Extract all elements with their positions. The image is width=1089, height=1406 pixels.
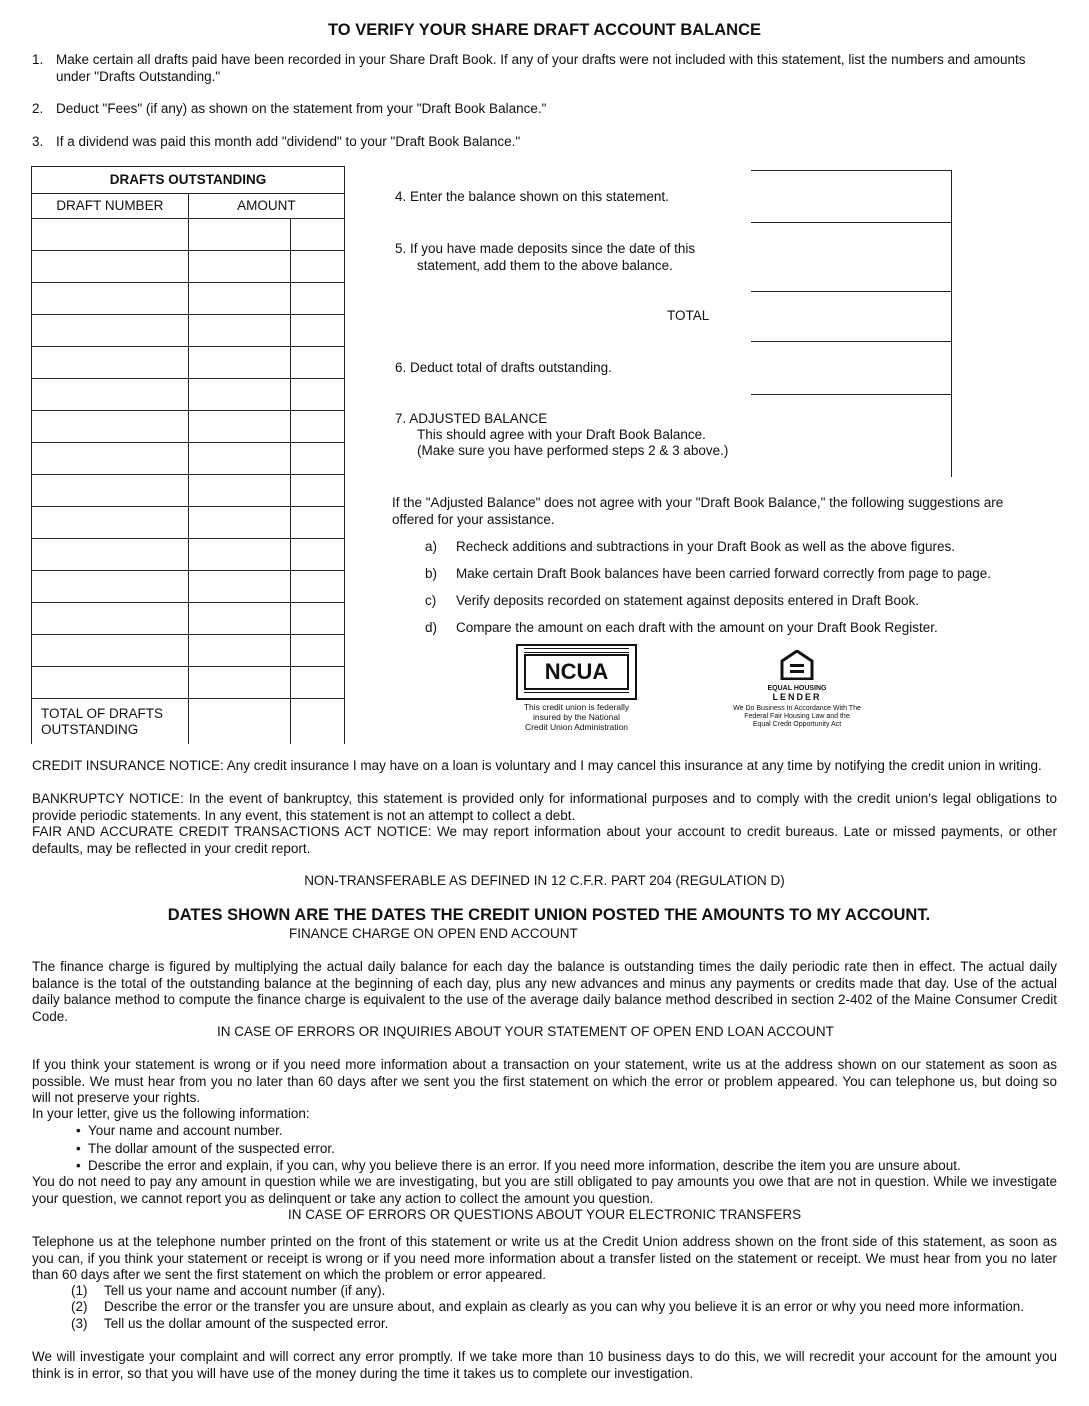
closing-text: We will investigate your complaint and will correct any error promptly. If we take more than 10 business days to do this, we will recredit your account for the amount you think is in error, so that you will have use of the money during the time it takes us to complete our investigation. (32, 1349, 1057, 1381)
step-number: 1. (32, 52, 44, 67)
equal-housing-lender-logo (724, 650, 870, 729)
table-row[interactable] (32, 347, 345, 379)
bankruptcy-notice: BANKRUPTCY NOTICE: In the event of bankruptcy, this statement is provided only for informational purposes and to comply with the credit union's legal obligations to provide periodic statements. In any event, this statement is not an attempt to collect a debt. (32, 791, 1057, 823)
table-row[interactable] (32, 219, 345, 251)
finance-heading: FINANCE CHARGE ON OPEN END ACCOUNT (289, 926, 578, 941)
ncua-logo (516, 644, 637, 732)
electronic-heading: IN CASE OF ERRORS OR QUESTIONS ABOUT YOUR ELECTRONIC TRANSFERS (288, 1207, 802, 1222)
total-label: TOTAL (667, 308, 710, 323)
finance-text: The finance charge is figured by multiplying the actual daily balance for each day the balance is outstanding times the daily periodic rate then in effect. The actual daily balance is the total of the outstanding balance at the beginning of each day, plus any new advances and minus any payments or credits made that day. Use of the actual daily balance method to compute the finance charge is equivalent to the use of the average daily balance method described in section 2-402 of the Maine Consumer Credit Code. (32, 959, 1057, 1024)
letter-bullet: • Describe the error and explain, if you can, why you believe there is an error. If you need more information, describe the item you are unsure about. (76, 1158, 961, 1173)
suggestion-a (425, 539, 955, 556)
table-row[interactable] (32, 315, 345, 347)
balance-box[interactable] (751, 170, 952, 223)
table-row[interactable] (32, 283, 345, 315)
equal-housing-icon (780, 650, 814, 680)
fair-credit-notice: FAIR AND ACCURATE CREDIT TRANSACTIONS ACT NOTICE: We may report information about your account to credit bureaus. Late or missed payments, or other defaults, may be reflected in your credit report. (32, 824, 1057, 856)
electronic-item: (2) Describe the error or the transfer you are unsure about, and explain as clearly as you can why you believe it is an error or why you need more information. (71, 1299, 1024, 1314)
letter-bullet: • Your name and account number. (76, 1123, 283, 1138)
suggestion-text: Verify deposits recorded on statement against deposits entered in Draft Book. (456, 593, 920, 608)
suggestion-b (425, 566, 991, 583)
electronic-item: (1) Tell us your name and account number (if any). (71, 1283, 386, 1298)
non-transferable-notice: NON-TRANSFERABLE AS DEFINED IN 12 C.F.R. PART 204 (REGULATION D) (304, 873, 785, 888)
ncua-wordmark: NCUA (524, 654, 629, 690)
no-pay-text: You do not need to pay any amount in question while we are investigating, but you are still obligated to pay amounts you owe that are not in question. While we investigate your question, we cannot report you as delinquent or take any action to collect the amount you question. (32, 1174, 1057, 1206)
deposits-box[interactable] (751, 222, 952, 292)
suggestion-c (425, 593, 919, 610)
suggestions-intro: If the "Adjusted Balance" does not agree with your "Draft Book Balance," the following suggestions are offered for your assistance. (392, 495, 1004, 527)
step-3 (32, 134, 1052, 151)
letter-intro: In your letter, give us the following information: (32, 1106, 310, 1121)
drafts-outstanding-table (31, 166, 345, 744)
page-title: TO VERIFY YOUR SHARE DRAFT ACCOUNT BALANCE (328, 21, 761, 39)
total-row[interactable] (32, 699, 345, 745)
step-7-line3: (Make sure you have performed steps 2 & 3 above.) (417, 443, 729, 458)
adjusted-balance-box[interactable] (751, 394, 952, 477)
total-drafts-label: TOTAL OF DRAFTS OUTSTANDING (32, 699, 189, 745)
errors-text: If you think your statement is wrong or if you need more information about a transaction on your statement, write us at the address shown on our statement as soon as possible. We must hear from you no later than 60 days after we sent you the first statement on which the error or problem appeared. You can telephone us, but doing so will not preserve your rights. (32, 1057, 1057, 1105)
eho-caption-2: LENDER (772, 691, 822, 702)
electronic-item: (3) Tell us the dollar amount of the suspected error. (71, 1316, 389, 1331)
drafts-deduct-box[interactable] (751, 341, 952, 395)
suggestion-text: Recheck additions and subtractions in your Draft Book as well as the above figures. (456, 539, 956, 554)
bullet-icon: • (76, 1123, 81, 1138)
suggestion-letter: d) (425, 620, 438, 635)
table-row[interactable] (32, 475, 345, 507)
suggestion-letter: c) (425, 593, 437, 608)
step-5: 5. If you have made deposits since the date of this (395, 241, 696, 256)
ncua-badge (516, 644, 637, 700)
bullet-icon: • (76, 1141, 81, 1156)
step-6: 6. Deduct total of drafts outstanding. (395, 360, 612, 375)
bullet-icon: • (76, 1158, 81, 1173)
step-number: 3. (32, 134, 44, 149)
step-5-cont: statement, add them to the above balance. (417, 258, 673, 273)
step-number: 2. (32, 101, 44, 116)
table-row[interactable] (32, 603, 345, 635)
letter-bullet: • The dollar amount of the suspected error. (76, 1141, 335, 1156)
suggestion-d (425, 620, 938, 637)
step-text: Deduct "Fees" (if any) as shown on the statement from your "Draft Book Balance." (56, 101, 547, 116)
suggestion-letter: a) (425, 539, 438, 554)
draft-number-header: DRAFT NUMBER (32, 194, 189, 219)
total-box[interactable] (751, 291, 952, 342)
step-7: 7. ADJUSTED BALANCE (395, 411, 548, 426)
suggestion-text: Make certain Draft Book balances have been carried forward correctly from page to page. (456, 566, 992, 581)
ncua-caption: This credit union is federally insured by the National Credit Union Administration (523, 702, 630, 732)
eho-caption-small: We Do Business In Accordance With The Federal Fair Housing Law and the Equal Credit Opportunity Act (733, 704, 861, 728)
table-row[interactable] (32, 507, 345, 539)
draft-rows (32, 219, 345, 699)
step-2 (32, 101, 1052, 118)
dates-heading: DATES SHOWN ARE THE DATES THE CREDIT UNION POSTED THE AMOUNTS TO MY ACCOUNT. (167, 906, 931, 924)
table-row[interactable] (32, 251, 345, 283)
electronic-text: Telephone us at the telephone number printed on the front of this statement or write us at the Credit Union address shown on the front side of this statement, as soon as you can, if you think your statement or receipt is wrong or if you need more information about a transfer listed on the statement or receipt. We must hear from you no later than 60 days after we sent the first statement on which the problem or error appeared. (32, 1234, 1057, 1282)
step-4: 4. Enter the balance shown on this statement. (395, 189, 669, 204)
table-row[interactable] (32, 379, 345, 411)
table-header: DRAFTS OUTSTANDING (32, 167, 345, 194)
table-row[interactable] (32, 667, 345, 699)
step-text: Make certain all drafts paid have been recorded in your Share Draft Book. If any of your drafts were not included with this statement, list the numbers and amounts under "Drafts Outstanding." (56, 52, 1026, 84)
table-row[interactable] (32, 571, 345, 603)
table-row[interactable] (32, 539, 345, 571)
step-text: If a dividend was paid this month add "dividend" to your "Draft Book Balance." (56, 134, 521, 149)
step-1 (32, 52, 1052, 85)
errors-heading: IN CASE OF ERRORS OR INQUIRIES ABOUT YOUR STATEMENT OF OPEN END LOAN ACCOUNT (217, 1024, 834, 1039)
credit-insurance-notice: CREDIT INSURANCE NOTICE: Any credit insurance I may have on a loan is voluntary and I may cancel this insurance at any time by notifying the credit union in writing. (32, 758, 1042, 773)
step-7-line2: This should agree with your Draft Book Balance. (417, 427, 706, 442)
suggestion-letter: b) (425, 566, 438, 581)
table-row[interactable] (32, 443, 345, 475)
eho-caption-1: EQUAL HOUSING (767, 684, 827, 692)
table-row[interactable] (32, 635, 345, 667)
suggestion-text: Compare the amount on each draft with the amount on your Draft Book Register. (456, 620, 938, 635)
amount-header: AMOUNT (188, 194, 344, 219)
table-row[interactable] (32, 411, 345, 443)
